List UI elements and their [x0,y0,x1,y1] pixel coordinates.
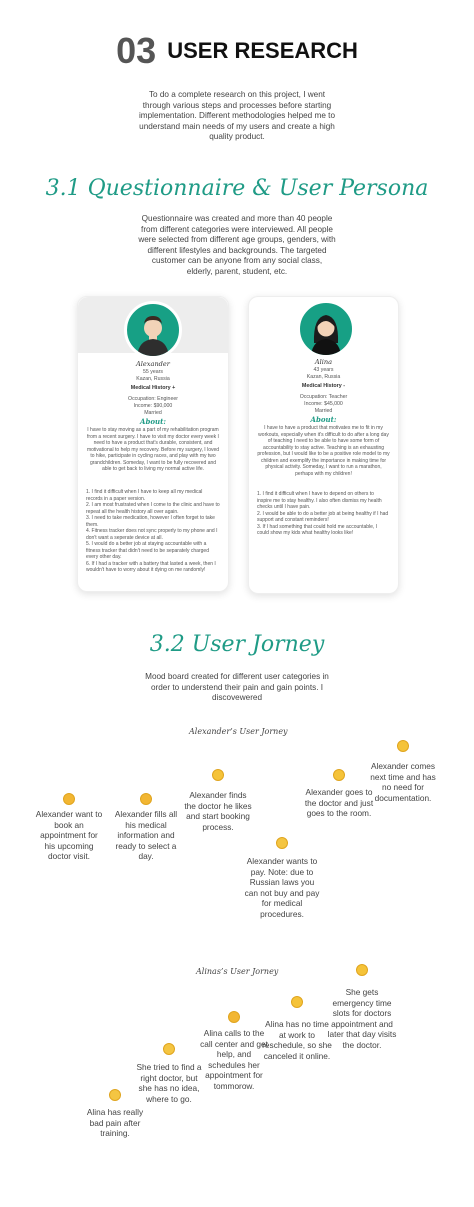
avatar-male [124,301,182,359]
about-label: About: [140,417,166,426]
journey-step: Alexander want to book an appointment for his upcoming doctor visit. [35,809,103,861]
journey-step: Alexander wants to pay. Note: due to Russian laws you can not buy and pay for medical procedures. [244,856,320,919]
persona-about: I have to stay moving as a part of my rehabilitation program from a recent surgery. I have to visit my doctor every week I need to have a product that's durable, consistent, and motivational to help my recovery. Before my surgery, I loved to hike, participate in cycling races, and play with my two grandchildren. Someday, I want to be fully recovered and able to get back to living my normal active life. [86,427,220,472]
persona-occupation: Occupation: Engineer [128,396,178,402]
pain-point: 1. I find it difficult when I have to depend on others to inspire me to stay healthy. I also often dismiss my health checks until I have pain. [257,491,382,510]
persona-age: 55 years [143,369,163,375]
grin-face-icon [397,740,409,752]
pain-point: 3. If I had something that could hold me accountable, I could show my kids what healthy looks like! [257,523,378,536]
avatar-female [297,300,355,358]
pain-points-list [86,489,220,574]
journey-step: Alexander fills all his medical information and ready to select a day. [114,809,178,861]
medical-history-toggle[interactable]: Medical History - [301,383,346,389]
persona-status: Married [314,408,333,414]
questionnaire-text: Questionnaire was created and more than 40 people from different categories were interviewed. All people were selected from different age groups, genders, with different lifestyles and backgrounds. The targeted customer can be anyone from any social class, elderly, parent, student, etc. [138,214,336,276]
pain-point: 4. Fitness tracker does not sync properly to my phone and I don't want a seperate device at all. [86,528,218,541]
smile-face-icon [333,769,345,781]
persona-card-alexander [77,296,229,592]
journey-step: She tried to find a right doctor, but she has no idea, where to go. [136,1062,202,1104]
section-title: USER RESEARCH [167,38,358,63]
user-journey-text: Mood board created for different user categories in order to understend their pain and gain points. I discovewered [145,672,329,703]
pain-points-list [257,491,390,537]
persona-income: Income: $45,000 [304,401,343,407]
persona-age: 43 years [313,367,334,373]
journey-step: Alexander finds the doctor he likes and start booking process. [184,790,252,832]
pain-point: 1. I find it difficult when I have to keep all my medical records in a paper version. [86,489,203,502]
persona-name: Alexander [136,360,170,368]
journey-step: Alina has really bad pain after training. [86,1107,144,1138]
crying-face-icon [276,837,288,849]
persona-location: Kazan, Russia [306,374,341,380]
grin-face-icon [356,964,368,976]
male-avatar-icon [127,304,179,356]
journey-step: Alina calls to the call center and get help, and schedules her appointment for tommorow. [200,1028,268,1091]
questionnaire-title: 3.1 Questionnaire & User Persona [45,176,429,201]
journey-step: She gets emergency time slots for doctors appointment and later that day visits the doctor. [327,987,397,1050]
journey-step: Alexander goes to the doctor and just goes to the room. [304,787,374,818]
journey-step: Alina has no time at work to reschedule, so she canceled it online. [262,1019,332,1061]
alexander-journey-title: Alexander’s User Jorney [189,727,288,736]
crying-face-icon [163,1043,175,1055]
female-avatar-icon [300,303,352,355]
pain-point: 5. I would do a better job at staying accountable with a fitness tracker that didn't need to be separately charged every other day. [86,541,209,560]
crying-face-icon [109,1089,121,1101]
pain-point: 2. I am most frustrated when I come to the clinic and have to repeat all the health history all over again. [86,502,220,515]
sad-face-icon [140,793,152,805]
persona-occupation: Occupation: Teacher [299,394,348,400]
about-label: About: [310,415,337,424]
persona-about: I have to have a product that motivates me to fit in my workouts, especially when it's difficult to do after a long day of teaching I need to be able to have some form of accountability to stay active. Teaching is an exhausting profession, but I would like to be a positive role model to my children and exemplify the importance in making time for physical activity. Someday, I want to run a marathon, perhaps with my children! [257,425,390,477]
pain-point: 6. If I had a tracker with a battery that lasted a week, then I wouldn't have to worry about it dying on me randomly! [86,560,216,573]
pain-point: 2. I would be able to do a better job at being healthy if I had support and constant reminders! [257,510,389,523]
alina-journey-title: Alinas’s User Jorney [196,967,279,976]
section-header [0,30,474,72]
section-number: 03 [116,30,157,71]
persona-card-alina [248,296,399,594]
persona-location: Kazan, Russia [136,376,170,382]
intro-text: To do a complete research on this project, I went through various steps and processes before starting implementation. Different methodologies helped me to understand main needs of my users and create a high quality product. [138,90,335,142]
sad-face-icon [63,793,75,805]
journey-step: Alexander comes next time and has no need for documentation. [370,761,436,803]
persona-name: Alina [314,358,333,366]
persona-income: Income: $90,000 [133,403,173,409]
medical-history-toggle[interactable]: Medical History + [130,385,176,391]
smile-face-icon [212,769,224,781]
persona-status: Married [144,410,162,416]
user-journey-title: 3.2 User Jorney [149,632,325,657]
pain-point: 3. I need to take medication, however I often forget to take them. [86,515,215,528]
smile-face-icon [291,996,303,1008]
sad-face-icon [228,1011,240,1023]
